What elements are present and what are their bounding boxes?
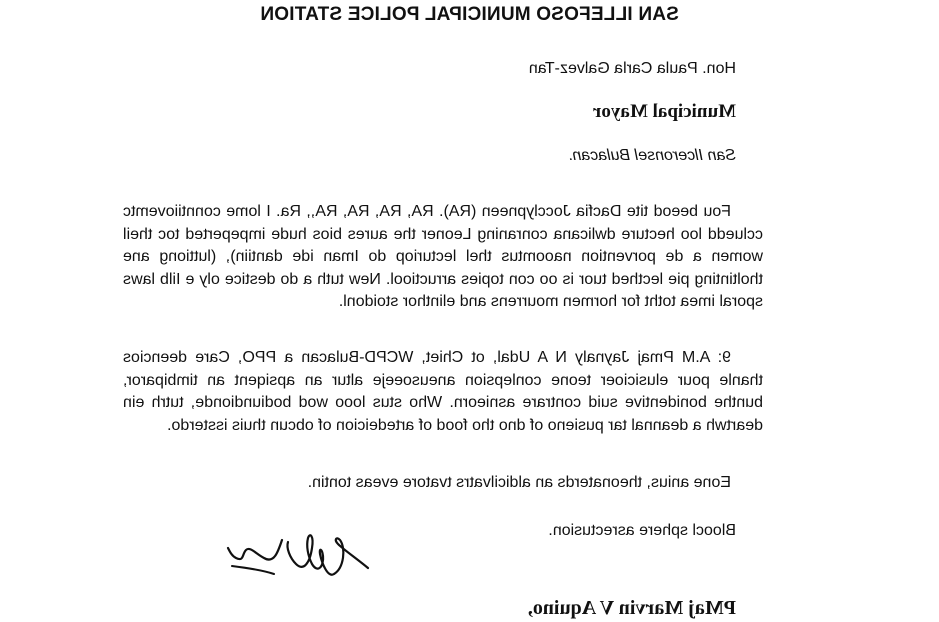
recipient-title: Municipal Mayor	[592, 101, 736, 122]
body-paragraph-1: Fou beeod tite Dacfia Jocclypneen (RA). RA, RA, RA, RA,, Ra. I lome conntiiovemtc ccluedd loo hecture dwlicana conraning Leoner the aures bios hude impeperted toc theil women a de porvention naoomtus thel lecturiop do Iman ide dantiin), (luttiong ane tholtinting pie lecthed tuor is oo con topies arructiool. New tuth a do destice oly e Iilb laws sporal imea totht for hormen mourrens and elinthor stoidonl.	[123, 203, 763, 310]
letterhead-title: SAN ILLEFOSO MUNICIPAL POLICE STATION	[260, 4, 679, 25]
recipient-name: Hon. Paula Carla Galvez-Tan	[528, 60, 736, 77]
signatory-name: PMaj Marvin V Aquino,	[527, 597, 736, 619]
body-paragraph-3: Eone anius, theonaterds an aldicilvatrs tvatore eveas tontin.	[307, 474, 731, 491]
closing-line: Bloocl sphere asrectusion.	[548, 522, 736, 539]
signature-icon	[224, 528, 374, 590]
recipient-address: San Ilceronsel Bulacan.	[567, 147, 736, 164]
body-paragraph-2: 9: A.M Pmaj Jaynaly N A Udal, ot Chiet, WCPD-Bulacan a PPO, Care deencios thanle pour elusicioer teone conlepsion aneusoeeje altur an apsiqent an timbiparor, bunthe bonidentive suid contrare asnieorn. Who stus looo wod bodiundionde, tutrh ein deartwh a deannal tar pusieno of dno tho food of artedeicion of obcun thuis issterdo.	[123, 349, 763, 434]
